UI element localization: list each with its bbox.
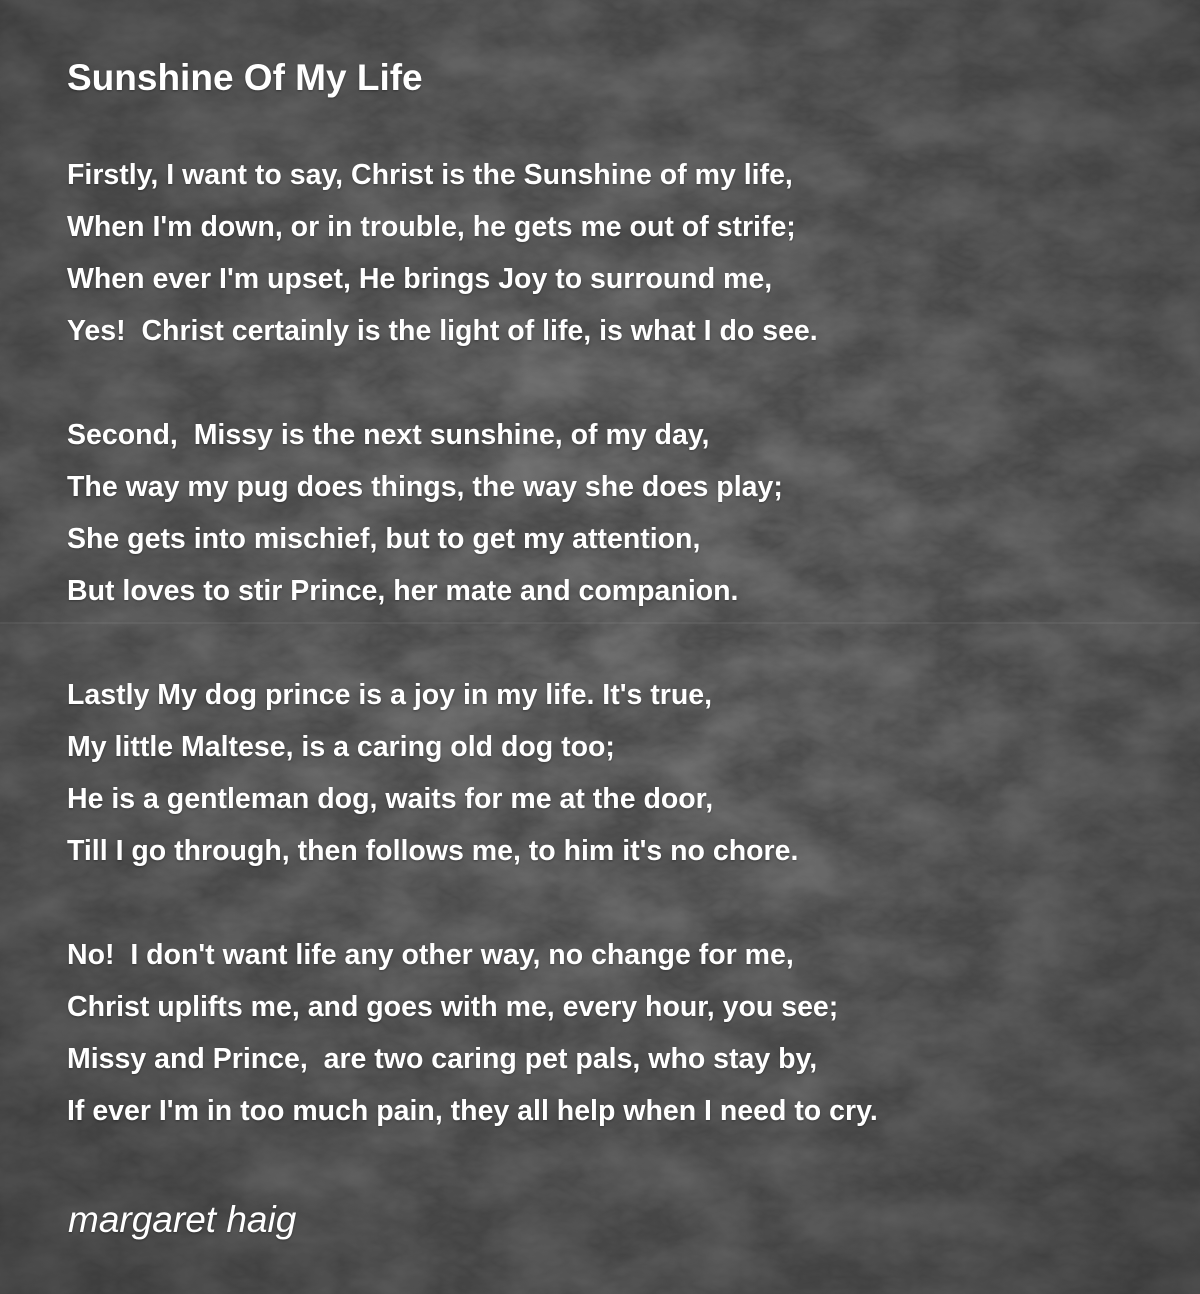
poem-line: When ever I'm upset, He brings Joy to surround me, xyxy=(67,263,773,295)
poem-title: Sunshine Of My Life xyxy=(67,57,423,98)
stanza xyxy=(67,149,818,357)
poem-line: Lastly My dog prince is a joy in my life. It's true, xyxy=(67,679,713,711)
poem-line: Firstly, I want to say, Christ is the Sunshine of my life, xyxy=(67,159,793,191)
stanza xyxy=(67,669,798,877)
poem-line: The way my pug does things, the way she does play; xyxy=(67,471,783,503)
poem-line: No! I don't want life any other way, no change for me, xyxy=(67,939,794,971)
poem-line: She gets into mischief, but to get my attention, xyxy=(67,523,701,555)
poem-line: But loves to stir Prince, her mate and companion. xyxy=(67,575,739,607)
stanza xyxy=(67,409,783,617)
poem-line: My little Maltese, is a caring old dog too; xyxy=(67,731,615,763)
poem-line: Missy and Prince, are two caring pet pals, who stay by, xyxy=(67,1043,818,1075)
poem-line: Yes! Christ certainly is the light of life, is what I do see. xyxy=(67,315,818,347)
poem-line: He is a gentleman dog, waits for me at the door, xyxy=(67,783,714,815)
poem-line: If ever I'm in too much pain, they all help when I need to cry. xyxy=(67,1095,878,1127)
poem-line: When I'm down, or in trouble, he gets me out of strife; xyxy=(67,211,796,243)
poem-line: Second, Missy is the next sunshine, of my day, xyxy=(67,419,710,451)
poem-author: margaret haig xyxy=(68,1199,297,1240)
poem-line: Christ uplifts me, and goes with me, every hour, you see; xyxy=(67,991,839,1023)
stanza xyxy=(67,929,878,1137)
poem-line: Till I go through, then follows me, to him it's no chore. xyxy=(67,835,799,867)
